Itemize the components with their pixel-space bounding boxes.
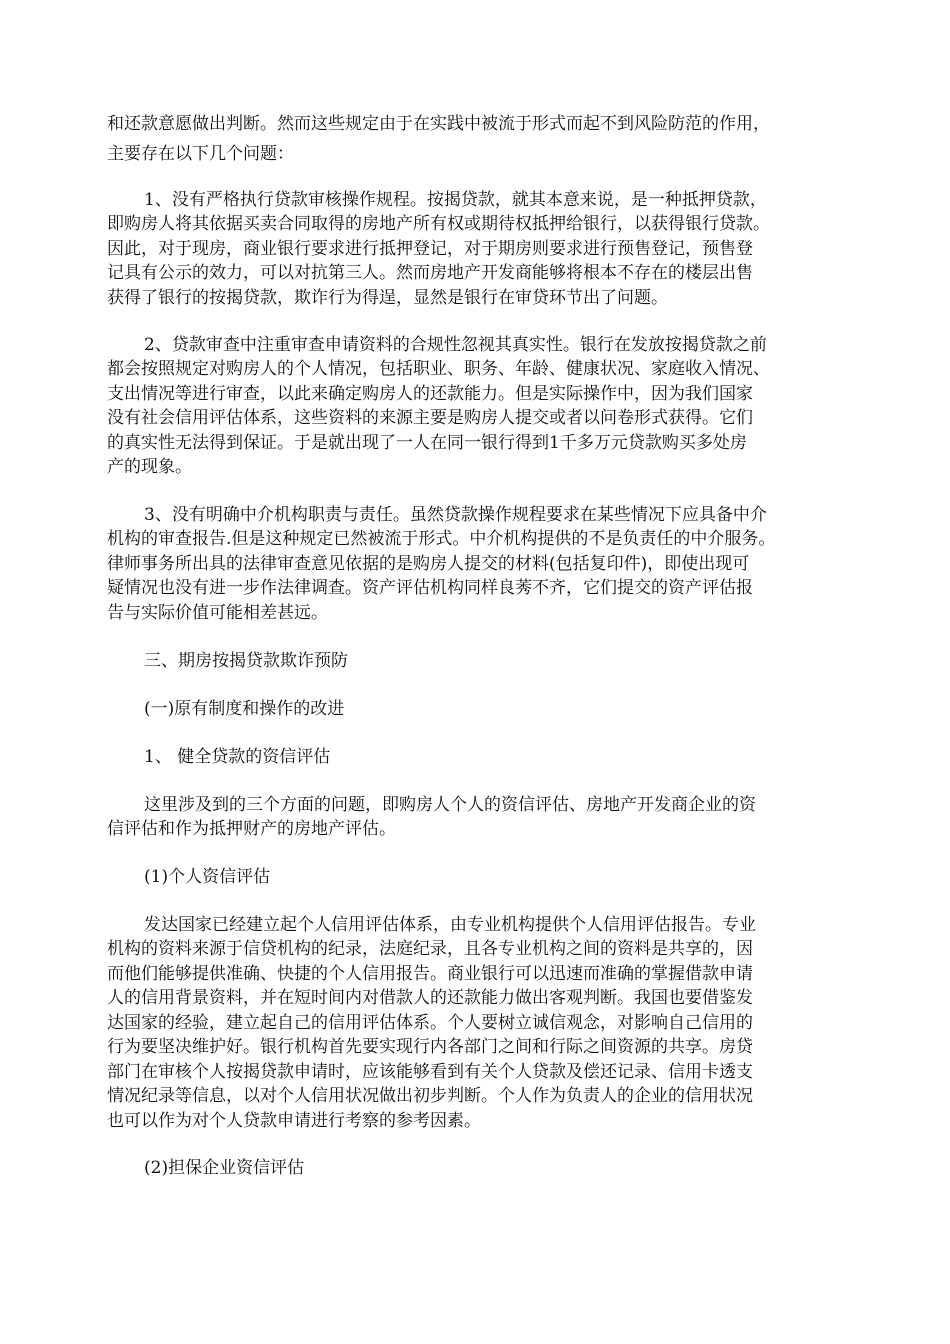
paragraph-line: 即购房人将其依据买卖合同取得的房地产所有权或期待权抵押给银行，以获得银行贷款。 [107,214,770,234]
paragraph-line: 机构的审查报告.但是这种规定已然被流于形式。中介机构提供的不是负责任的中介服务。 [107,529,776,549]
item-heading: (1)个人资信评估 [144,867,271,887]
paragraph-line: 3、没有明确中介机构职责与责任。虽然贷款操作规程要求在某些情况下应具备中介 [144,505,767,525]
paragraph-line: 没有社会信用评估体系，这些资料的来源主要是购房人提交或者以问卷形式获得。它们 [107,408,753,428]
paragraph-line: 和还款意愿做出判断。然而这些规定由于在实践中被流于形式而起不到风险防范的作用， [107,114,770,134]
paragraph-line: 支出情况等进行审查，以此来确定购房人的还款能力。但是实际操作中，因为我们国家 [107,384,753,404]
paragraph-line: 产的现象。 [107,457,192,477]
paragraph-line: 发达国家已经建立起个人信用评估体系，由专业机构提供个人信用评估报告。专业 [144,915,756,935]
paragraph-line: 人的信用背景资料，并在短时间内对借款人的还款能力做出客观判断。我国也要借鉴发 [107,988,753,1008]
paragraph-line: 告与实际价值可能相差甚远。 [107,603,328,623]
paragraph-line: 的真实性无法得到保证。于是就出现了一人在同一银行得到1千多万元贷款购买多处房 [107,433,747,453]
paragraph-line: 获得了银行的按揭贷款，欺诈行为得逞，显然是银行在审贷环节出了问题。 [107,288,668,308]
paragraph-line: 信评估和作为抵押财产的房地产评估。 [107,819,396,839]
paragraph-line: 而他们能够提供准确、快捷的个人信用报告。商业银行可以迅速而准确的掌握借款申请 [107,964,753,984]
paragraph-line: 部门在审核个人按揭贷款申请时，应该能够看到有关个人贷款及偿还记录、信用卡透支 [107,1062,753,1082]
paragraph-line: 2、贷款审查中注重审查申请资料的合规性忽视其真实性。银行在发放按揭贷款之前 [144,335,767,355]
item-heading: 1、 健全贷款的资信评估 [144,747,331,767]
paragraph-line: 这里涉及到的三个方面的问题，即购房人个人的资信评估、房地产开发商企业的资 [144,795,756,815]
paragraph-line: 主要存在以下几个问题： [107,144,294,164]
paragraph-line: 记具有公示的效力，可以对抗第三人。然而房地产开发商能够将根本不存在的楼层出售 [107,263,753,283]
section-heading: 三、期房按揭贷款欺诈预防 [144,651,348,671]
paragraph-line: 情况纪录等信息，以对个人信用状况做出初步判断。个人作为负责人的企业的信用状况 [107,1086,753,1106]
paragraph-line: 也可以作为对个人贷款申请进行考察的参考因素。 [107,1111,481,1131]
paragraph-line: 因此，对于现房，商业银行要求进行抵押登记，对于期房则要求进行预售登记，预售登 [107,239,753,259]
subsection-heading: (一)原有制度和操作的改进 [144,699,345,719]
paragraph-line: 律师事务所出具的法律审查意见依据的是购房人提交的材料(包括复印件)，即使出现可 [107,554,750,574]
paragraph-line: 疑情况也没有进一步作法律调查。资产评估机构同样良莠不齐，它们提交的资产评估报 [107,578,753,598]
paragraph-line: 达国家的经验，建立起自己的信用评估体系。个人要树立诚信观念，对影响自己信用的 [107,1013,753,1033]
paragraph-line: 都会按照规定对购房人的个人情况，包括职业、职务、年龄、健康状况、家庭收入情况、 [107,359,770,379]
paragraph-line: 1、没有严格执行贷款审核操作规程。按揭贷款，就其本意来说，是一种抵押贷款， [144,190,767,210]
paragraph-line: 行为要坚决维护好。银行机构首先要实现行内各部门之间和行际之间资源的共享。房贷 [107,1037,753,1057]
item-heading: (2)担保企业资信评估 [144,1158,305,1178]
paragraph-line: 机构的资料来源于信贷机构的纪录，法庭纪录，且各专业机构之间的资料是共享的，因 [107,939,753,959]
